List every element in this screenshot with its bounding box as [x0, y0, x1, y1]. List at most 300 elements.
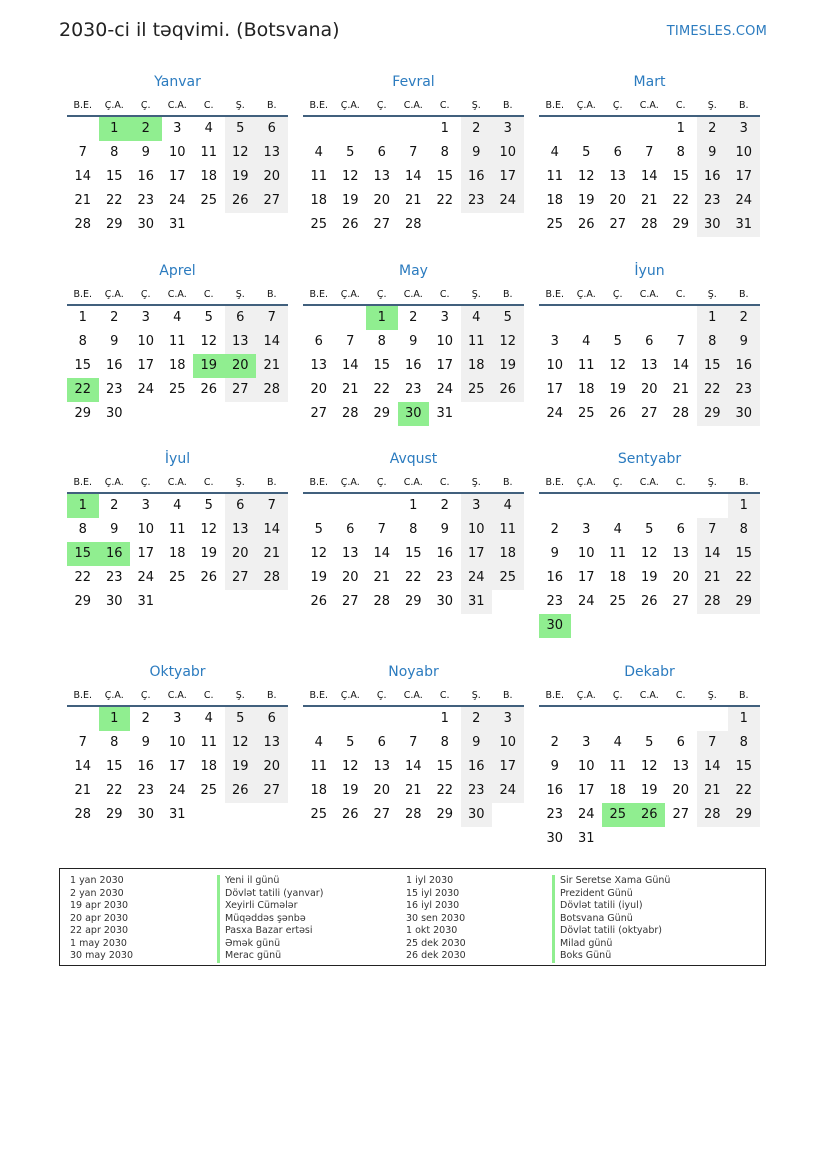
- day-cell: 25: [310, 217, 328, 232]
- month-yanvar: [67, 72, 288, 237]
- weekday-label: B.: [266, 477, 277, 488]
- day-cell: 29: [105, 807, 123, 822]
- day-cell: 12: [341, 759, 359, 774]
- day-cell: 7: [78, 735, 87, 750]
- weekday-label: B.E.: [309, 289, 329, 300]
- day-cell: 25: [492, 566, 524, 590]
- day-cell: 8: [78, 522, 87, 537]
- day-cell: 7: [676, 334, 685, 349]
- weekday-label: Ç.: [612, 100, 623, 111]
- day-cell: 5: [492, 306, 524, 330]
- weekday-label: C.: [675, 690, 686, 701]
- day-cell: 21: [256, 354, 288, 378]
- weekday-label: Ç.: [612, 477, 623, 488]
- day-cell: 3: [492, 707, 524, 731]
- day-cell: 9: [141, 735, 150, 750]
- day-cell: 5: [645, 522, 654, 537]
- empty-day-cell: [303, 306, 335, 330]
- day-cell: 2: [728, 306, 760, 330]
- day-cell: 9: [550, 546, 559, 561]
- day-cell: 14: [373, 546, 391, 561]
- day-cell: 11: [168, 334, 186, 349]
- day-cell: 18: [609, 570, 627, 585]
- empty-day-cell: [398, 117, 430, 141]
- day-cell: 15: [728, 542, 760, 566]
- day-cell: 29: [728, 590, 760, 614]
- day-cell: 6: [645, 334, 654, 349]
- day-cell: 4: [613, 735, 622, 750]
- day-cell: 14: [256, 330, 288, 354]
- day-grid: [67, 494, 288, 614]
- day-cell: 9: [697, 141, 729, 165]
- legend-holiday-name: Xeyirli Cümələr: [217, 900, 323, 913]
- weekday-label: Ç.A.: [340, 289, 360, 300]
- day-cell: 22: [373, 382, 391, 397]
- legend-dates-col-1: [70, 875, 133, 963]
- day-cell: 2: [550, 735, 559, 750]
- day-cell: 24: [492, 189, 524, 213]
- empty-day-cell: [634, 117, 666, 141]
- day-cell: 9: [409, 334, 418, 349]
- day-cell: 19: [341, 783, 359, 798]
- day-cell: 27: [640, 406, 658, 421]
- empty-day-cell: [665, 614, 697, 638]
- day-cell: 25: [609, 594, 627, 609]
- day-cell: 14: [404, 759, 422, 774]
- day-cell: 31: [461, 590, 493, 614]
- legend-date: 1 yan 2030: [70, 875, 124, 886]
- empty-day-cell: [303, 494, 335, 518]
- day-cell: 10: [577, 759, 595, 774]
- holiday-day-cell: 19: [193, 354, 225, 378]
- day-cell: 3: [461, 494, 493, 518]
- day-cell: 1: [78, 310, 87, 325]
- legend-holiday-name: Merac günü: [217, 950, 323, 963]
- day-cell: 5: [613, 334, 622, 349]
- day-cell: 25: [168, 570, 186, 585]
- day-cell: 17: [436, 358, 454, 373]
- day-cell: 7: [78, 145, 87, 160]
- empty-day-cell: [539, 494, 571, 518]
- empty-day-cell: [602, 827, 634, 851]
- day-cell: 20: [640, 382, 658, 397]
- legend-date: 25 dek 2030: [406, 937, 466, 949]
- day-cell: 5: [225, 707, 257, 731]
- day-cell: 13: [373, 759, 391, 774]
- weekday-label: Ç.A.: [576, 289, 596, 300]
- legend-holiday-name: Müqəddəs şənbə: [217, 913, 323, 926]
- empty-day-cell: [193, 213, 225, 237]
- day-cell: 10: [546, 358, 564, 373]
- day-cell: 5: [346, 145, 355, 160]
- day-cell: 13: [609, 169, 627, 184]
- weekday-header: [67, 474, 288, 494]
- day-cell: 11: [577, 358, 595, 373]
- day-cell: 20: [341, 570, 359, 585]
- day-cell: 18: [577, 382, 595, 397]
- day-cell: 30: [436, 594, 454, 609]
- day-cell: 14: [404, 169, 422, 184]
- day-cell: 19: [225, 165, 257, 189]
- day-cell: 19: [640, 570, 658, 585]
- legend-date: 26 dek 2030: [406, 950, 466, 961]
- day-cell: 15: [436, 759, 454, 774]
- empty-day-cell: [461, 402, 493, 426]
- day-cell: 31: [577, 831, 595, 846]
- empty-day-cell: [634, 707, 666, 731]
- day-cell: 12: [225, 141, 257, 165]
- day-cell: 28: [74, 807, 92, 822]
- day-cell: 3: [141, 498, 150, 513]
- day-grid: [539, 494, 760, 638]
- empty-day-cell: [571, 494, 603, 518]
- legend-holiday-name: Dövlət tatili (oktyabr): [552, 925, 670, 938]
- weekday-label: B.: [738, 477, 749, 488]
- day-cell: 23: [546, 807, 564, 822]
- holiday-day-cell: 26: [634, 803, 666, 827]
- day-cell: 28: [697, 803, 729, 827]
- month-name: İyul: [164, 451, 191, 467]
- empty-day-cell: [665, 306, 697, 330]
- day-cell: 3: [582, 522, 591, 537]
- legend-date: 20 apr 2030: [70, 912, 129, 924]
- day-cell: 9: [550, 759, 559, 774]
- day-cell: 22: [728, 779, 760, 803]
- day-cell: 29: [74, 594, 92, 609]
- empty-day-cell: [67, 117, 99, 141]
- day-cell: 3: [582, 735, 591, 750]
- empty-day-cell: [697, 614, 729, 638]
- day-cell: 9: [110, 522, 119, 537]
- day-cell: 7: [697, 518, 729, 542]
- empty-day-cell: [697, 494, 729, 518]
- day-cell: 9: [728, 330, 760, 354]
- month-name: Dekabr: [624, 664, 675, 680]
- day-cell: 7: [256, 494, 288, 518]
- month-name: Yanvar: [154, 74, 201, 90]
- legend-date: 16 iyl 2030: [406, 900, 460, 911]
- day-cell: 22: [728, 566, 760, 590]
- day-cell: 7: [409, 145, 418, 160]
- day-cell: 7: [645, 145, 654, 160]
- empty-day-cell: [697, 707, 729, 731]
- month-aprel: [67, 261, 288, 426]
- day-cell: 20: [310, 382, 328, 397]
- day-cell: 23: [137, 193, 155, 208]
- day-cell: 19: [200, 546, 218, 561]
- day-cell: 12: [640, 546, 658, 561]
- day-cell: 5: [204, 498, 213, 513]
- legend-date: 1 may 2030: [70, 937, 127, 949]
- day-cell: 27: [256, 189, 288, 213]
- holiday-day-cell: 15: [67, 542, 99, 566]
- day-grid: [67, 707, 288, 827]
- day-cell: 12: [225, 731, 257, 755]
- day-cell: 6: [676, 522, 685, 537]
- day-cell: 19: [341, 193, 359, 208]
- day-cell: 9: [110, 334, 119, 349]
- weekday-label: Ş.: [235, 100, 245, 111]
- weekday-label: C.: [439, 690, 450, 701]
- day-cell: 15: [74, 358, 92, 373]
- weekday-label: C.A.: [639, 477, 659, 488]
- day-cell: 15: [105, 169, 123, 184]
- empty-day-cell: [225, 213, 257, 237]
- weekday-header: [303, 474, 524, 494]
- day-cell: 24: [137, 382, 155, 397]
- legend-date: 1 okt 2030: [406, 925, 458, 936]
- day-cell: 20: [256, 755, 288, 779]
- day-cell: 10: [492, 141, 524, 165]
- empty-day-cell: [602, 117, 634, 141]
- day-cell: 10: [137, 334, 155, 349]
- day-cell: 9: [461, 141, 493, 165]
- weekday-label: C.A.: [167, 690, 187, 701]
- legend-date: 30 may 2030: [70, 950, 134, 961]
- day-cell: 15: [373, 358, 391, 373]
- day-cell: 2: [440, 498, 449, 513]
- day-cell: 14: [341, 358, 359, 373]
- day-cell: 24: [546, 406, 564, 421]
- weekday-label: Ç.: [140, 100, 151, 111]
- day-cell: 23: [728, 378, 760, 402]
- empty-day-cell: [665, 707, 697, 731]
- day-cell: 22: [697, 378, 729, 402]
- weekday-label: Ç.A.: [576, 477, 596, 488]
- empty-day-cell: [634, 827, 666, 851]
- weekday-label: B.: [738, 289, 749, 300]
- legend-holiday-name: Boks Günü: [552, 950, 670, 963]
- day-cell: 5: [645, 735, 654, 750]
- day-cell: 14: [640, 169, 658, 184]
- day-cell: 22: [436, 783, 454, 798]
- weekday-label: B.E.: [545, 477, 565, 488]
- month-name: Noyabr: [388, 664, 439, 680]
- month-name: May: [399, 263, 428, 279]
- weekday-label: Ç.A.: [340, 100, 360, 111]
- day-cell: 21: [672, 382, 690, 397]
- day-cell: 8: [440, 145, 449, 160]
- day-cell: 18: [461, 354, 493, 378]
- weekday-label: Ç.A.: [104, 477, 124, 488]
- month-mart: [539, 72, 760, 237]
- day-cell: 21: [74, 193, 92, 208]
- day-cell: 20: [373, 193, 391, 208]
- empty-day-cell: [256, 590, 288, 614]
- day-cell: 10: [168, 145, 186, 160]
- day-cell: 8: [440, 735, 449, 750]
- day-cell: 24: [577, 594, 595, 609]
- day-cell: 4: [314, 145, 323, 160]
- day-cell: 30: [697, 213, 729, 237]
- day-cell: 14: [672, 358, 690, 373]
- day-cell: 22: [105, 783, 123, 798]
- weekday-label: B.E.: [545, 289, 565, 300]
- day-cell: 12: [341, 169, 359, 184]
- day-cell: 19: [640, 783, 658, 798]
- weekday-label: Ç.: [140, 289, 151, 300]
- day-cell: 20: [672, 783, 690, 798]
- empty-day-cell: [335, 117, 367, 141]
- weekday-label: C.: [203, 289, 214, 300]
- weekday-label: B.: [738, 100, 749, 111]
- day-cell: 18: [168, 546, 186, 561]
- day-cell: 9: [141, 145, 150, 160]
- weekday-header: [303, 286, 524, 306]
- day-cell: 1: [409, 498, 418, 513]
- day-cell: 14: [697, 755, 729, 779]
- empty-day-cell: [130, 402, 162, 426]
- weekday-label: Ş.: [707, 477, 717, 488]
- day-cell: 1: [728, 494, 760, 518]
- month-i̇yul: [67, 449, 288, 614]
- day-cell: 4: [173, 498, 182, 513]
- day-cell: 5: [582, 145, 591, 160]
- day-cell: 26: [640, 594, 658, 609]
- day-cell: 27: [225, 566, 257, 590]
- day-grid: [303, 707, 524, 827]
- day-cell: 10: [436, 334, 454, 349]
- day-cell: 29: [404, 594, 422, 609]
- day-cell: 5: [314, 522, 323, 537]
- weekday-label: Ç.: [140, 477, 151, 488]
- day-cell: 15: [436, 169, 454, 184]
- weekday-header: [67, 687, 288, 707]
- weekday-label: Ç.A.: [104, 100, 124, 111]
- day-cell: 4: [314, 735, 323, 750]
- weekday-label: B.E.: [309, 477, 329, 488]
- day-cell: 30: [137, 217, 155, 232]
- day-cell: 29: [728, 803, 760, 827]
- day-cell: 21: [256, 542, 288, 566]
- day-cell: 23: [436, 570, 454, 585]
- day-cell: 15: [697, 354, 729, 378]
- day-cell: 25: [310, 807, 328, 822]
- day-cell: 20: [373, 783, 391, 798]
- day-cell: 19: [609, 382, 627, 397]
- day-cell: 27: [609, 217, 627, 232]
- holiday-day-cell: 30: [398, 402, 430, 426]
- day-cell: 22: [105, 193, 123, 208]
- day-grid: [539, 306, 760, 426]
- day-cell: 28: [404, 807, 422, 822]
- weekday-label: C.: [675, 289, 686, 300]
- day-cell: 7: [377, 522, 386, 537]
- weekday-label: B.: [266, 289, 277, 300]
- empty-day-cell: [665, 827, 697, 851]
- day-cell: 17: [492, 165, 524, 189]
- day-cell: 19: [310, 570, 328, 585]
- legend-names-col-1: [217, 875, 323, 963]
- holiday-day-cell: 25: [602, 803, 634, 827]
- day-cell: 31: [168, 807, 186, 822]
- empty-day-cell: [193, 590, 225, 614]
- day-cell: 14: [74, 169, 92, 184]
- day-cell: 18: [200, 169, 218, 184]
- empty-day-cell: [256, 803, 288, 827]
- empty-day-cell: [225, 402, 257, 426]
- month-noyabr: [303, 662, 524, 827]
- day-cell: 31: [168, 217, 186, 232]
- day-cell: 13: [373, 169, 391, 184]
- brand-link[interactable]: TIMESLES.COM: [666, 24, 767, 39]
- day-cell: 17: [168, 759, 186, 774]
- day-cell: 12: [609, 358, 627, 373]
- day-cell: 16: [546, 783, 564, 798]
- empty-day-cell: [335, 494, 367, 518]
- empty-day-cell: [697, 827, 729, 851]
- empty-day-cell: [366, 707, 398, 731]
- day-cell: 10: [577, 546, 595, 561]
- day-cell: 17: [137, 546, 155, 561]
- day-cell: 4: [582, 334, 591, 349]
- empty-day-cell: [67, 707, 99, 731]
- legend-dates-col-2: [406, 875, 466, 963]
- weekday-label: C.: [203, 690, 214, 701]
- weekday-label: B.: [502, 690, 513, 701]
- day-cell: 26: [492, 378, 524, 402]
- weekday-label: Ş.: [471, 690, 481, 701]
- day-cell: 30: [105, 406, 123, 421]
- empty-day-cell: [539, 306, 571, 330]
- month-i̇yun: [539, 261, 760, 426]
- month-name: Sentyabr: [617, 451, 682, 467]
- day-cell: 19: [225, 755, 257, 779]
- month-fevral: [303, 72, 524, 237]
- day-cell: 19: [492, 354, 524, 378]
- weekday-label: C.: [439, 477, 450, 488]
- day-cell: 27: [310, 406, 328, 421]
- day-cell: 16: [728, 354, 760, 378]
- day-cell: 6: [256, 117, 288, 141]
- day-cell: 6: [256, 707, 288, 731]
- day-cell: 15: [105, 759, 123, 774]
- day-cell: 24: [728, 189, 760, 213]
- day-cell: 30: [461, 803, 493, 827]
- weekday-label: C.A.: [639, 690, 659, 701]
- day-cell: 5: [346, 735, 355, 750]
- weekday-label: Ç.: [140, 690, 151, 701]
- legend-holiday-name: Əmək günü: [217, 938, 323, 951]
- empty-day-cell: [728, 614, 760, 638]
- month-dekabr: [539, 662, 760, 851]
- legend-date: 1 iyl 2030: [406, 875, 454, 886]
- day-cell: 11: [546, 169, 564, 184]
- day-cell: 6: [225, 306, 257, 330]
- day-cell: 4: [492, 494, 524, 518]
- empty-day-cell: [634, 306, 666, 330]
- day-cell: 18: [609, 783, 627, 798]
- empty-day-cell: [429, 213, 461, 237]
- day-cell: 13: [640, 358, 658, 373]
- day-cell: 18: [310, 193, 328, 208]
- legend-holiday-name: Dövlət tatili (iyul): [552, 900, 670, 913]
- weekday-label: Ş.: [707, 100, 717, 111]
- day-cell: 29: [697, 402, 729, 426]
- empty-day-cell: [665, 494, 697, 518]
- empty-day-cell: [492, 590, 524, 614]
- empty-day-cell: [256, 213, 288, 237]
- day-cell: 11: [200, 145, 218, 160]
- day-cell: 28: [404, 217, 422, 232]
- weekday-label: C.: [439, 100, 450, 111]
- day-cell: 24: [137, 570, 155, 585]
- month-name: İyun: [634, 263, 665, 279]
- day-cell: 3: [173, 711, 182, 726]
- legend-date: 15 iyl 2030: [406, 887, 460, 899]
- day-cell: 18: [168, 358, 186, 373]
- day-cell: 12: [200, 334, 218, 349]
